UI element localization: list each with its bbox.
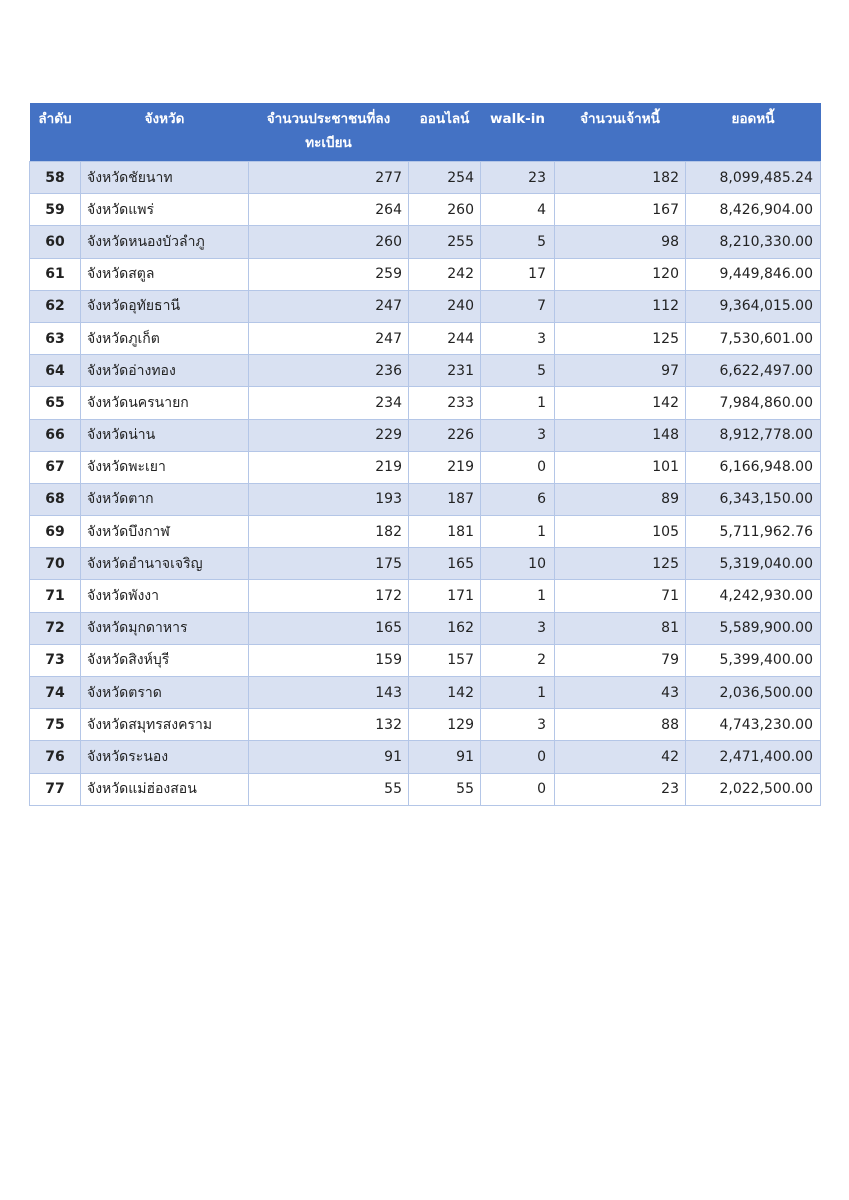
walkin-cell: 6 xyxy=(481,483,555,515)
rank-cell: 61 xyxy=(30,258,81,290)
registered-cell: 219 xyxy=(249,451,409,483)
debt-cell: 2,036,500.00 xyxy=(686,677,821,709)
registered-cell: 260 xyxy=(249,226,409,258)
table-row xyxy=(30,677,821,709)
creditors-cell: 125 xyxy=(555,548,686,580)
creditors-cell: 182 xyxy=(555,162,686,194)
debt-cell: 5,589,900.00 xyxy=(686,612,821,644)
debt-cell: 8,099,485.24 xyxy=(686,162,821,194)
debt-cell: 5,711,962.76 xyxy=(686,516,821,548)
province-cell: จังหวัดแม่ฮ่องสอน xyxy=(81,773,249,805)
province-cell: จังหวัดบึงกาฬ xyxy=(81,516,249,548)
walkin-cell: 3 xyxy=(481,709,555,741)
rank-cell: 74 xyxy=(30,677,81,709)
creditors-cell: 23 xyxy=(555,773,686,805)
online-cell: 255 xyxy=(409,226,481,258)
debt-cell: 2,022,500.00 xyxy=(686,773,821,805)
debt-cell: 7,530,601.00 xyxy=(686,322,821,354)
rank-cell: 73 xyxy=(30,644,81,676)
creditors-cell: 97 xyxy=(555,355,686,387)
registered-cell: 236 xyxy=(249,355,409,387)
debt-cell: 4,743,230.00 xyxy=(686,709,821,741)
creditors-cell: 125 xyxy=(555,322,686,354)
walkin-cell: 3 xyxy=(481,322,555,354)
rank-cell: 65 xyxy=(30,387,81,419)
registered-cell: 132 xyxy=(249,709,409,741)
province-cell: จังหวัดชัยนาท xyxy=(81,162,249,194)
table-body xyxy=(30,162,821,806)
province-cell: จังหวัดภูเก็ต xyxy=(81,322,249,354)
table-header-row xyxy=(30,103,821,162)
debt-cell: 2,471,400.00 xyxy=(686,741,821,773)
registered-cell: 91 xyxy=(249,741,409,773)
rank-cell: 72 xyxy=(30,612,81,644)
walkin-cell: 3 xyxy=(481,612,555,644)
debt-cell: 6,622,497.00 xyxy=(686,355,821,387)
registered-cell: 264 xyxy=(249,194,409,226)
creditors-cell: 120 xyxy=(555,258,686,290)
creditors-cell: 89 xyxy=(555,483,686,515)
online-cell: 187 xyxy=(409,483,481,515)
debt-cell: 5,399,400.00 xyxy=(686,644,821,676)
walkin-cell: 1 xyxy=(481,387,555,419)
registered-cell: 247 xyxy=(249,322,409,354)
registered-cell: 182 xyxy=(249,516,409,548)
registered-cell: 247 xyxy=(249,290,409,322)
walkin-cell: 1 xyxy=(481,580,555,612)
rank-cell: 59 xyxy=(30,194,81,226)
debt-cell: 8,426,904.00 xyxy=(686,194,821,226)
online-cell: 233 xyxy=(409,387,481,419)
walkin-cell: 10 xyxy=(481,548,555,580)
province-debt-table xyxy=(29,103,821,806)
walkin-cell: 7 xyxy=(481,290,555,322)
province-cell: จังหวัดนครนายก xyxy=(81,387,249,419)
online-cell: 55 xyxy=(409,773,481,805)
table-row xyxy=(30,258,821,290)
table-row xyxy=(30,322,821,354)
table-row xyxy=(30,290,821,322)
table-row xyxy=(30,387,821,419)
online-cell: 244 xyxy=(409,322,481,354)
walkin-cell: 1 xyxy=(481,677,555,709)
creditors-cell: 142 xyxy=(555,387,686,419)
province-cell: จังหวัดพังงา xyxy=(81,580,249,612)
registered-cell: 229 xyxy=(249,419,409,451)
table-row xyxy=(30,773,821,805)
debt-cell: 6,166,948.00 xyxy=(686,451,821,483)
registered-cell: 172 xyxy=(249,580,409,612)
walkin-cell: 0 xyxy=(481,451,555,483)
province-cell: จังหวัดสิงห์บุรี xyxy=(81,644,249,676)
creditors-cell: 101 xyxy=(555,451,686,483)
rank-cell: 67 xyxy=(30,451,81,483)
debt-cell: 6,343,150.00 xyxy=(686,483,821,515)
province-cell: จังหวัดอำนาจเจริญ xyxy=(81,548,249,580)
walkin-cell: 5 xyxy=(481,355,555,387)
header-rank: ลำดับ xyxy=(30,103,81,162)
table-row xyxy=(30,644,821,676)
table-row xyxy=(30,741,821,773)
rank-cell: 77 xyxy=(30,773,81,805)
table-row xyxy=(30,451,821,483)
registered-cell: 143 xyxy=(249,677,409,709)
debt-cell: 4,242,930.00 xyxy=(686,580,821,612)
table-row xyxy=(30,226,821,258)
online-cell: 91 xyxy=(409,741,481,773)
table-row xyxy=(30,194,821,226)
rank-cell: 70 xyxy=(30,548,81,580)
creditors-cell: 105 xyxy=(555,516,686,548)
province-cell: จังหวัดพะเยา xyxy=(81,451,249,483)
rank-cell: 75 xyxy=(30,709,81,741)
province-cell: จังหวัดมุกดาหาร xyxy=(81,612,249,644)
rank-cell: 58 xyxy=(30,162,81,194)
table-row xyxy=(30,612,821,644)
header-province: จังหวัด xyxy=(81,103,249,162)
walkin-cell: 1 xyxy=(481,516,555,548)
walkin-cell: 5 xyxy=(481,226,555,258)
walkin-cell: 23 xyxy=(481,162,555,194)
table-row xyxy=(30,355,821,387)
debt-cell: 8,912,778.00 xyxy=(686,419,821,451)
creditors-cell: 148 xyxy=(555,419,686,451)
online-cell: 162 xyxy=(409,612,481,644)
header-registered: จำนวนประชาชนที่ลงทะเบียน xyxy=(249,103,409,162)
province-cell: จังหวัดแพร่ xyxy=(81,194,249,226)
online-cell: 165 xyxy=(409,548,481,580)
header-walkin: walk-in xyxy=(481,103,555,162)
debt-cell: 9,364,015.00 xyxy=(686,290,821,322)
debt-cell: 9,449,846.00 xyxy=(686,258,821,290)
online-cell: 242 xyxy=(409,258,481,290)
registered-cell: 234 xyxy=(249,387,409,419)
rank-cell: 71 xyxy=(30,580,81,612)
province-cell: จังหวัดน่าน xyxy=(81,419,249,451)
debt-cell: 8,210,330.00 xyxy=(686,226,821,258)
online-cell: 260 xyxy=(409,194,481,226)
rank-cell: 66 xyxy=(30,419,81,451)
online-cell: 254 xyxy=(409,162,481,194)
registered-cell: 165 xyxy=(249,612,409,644)
walkin-cell: 0 xyxy=(481,773,555,805)
registered-cell: 277 xyxy=(249,162,409,194)
online-cell: 219 xyxy=(409,451,481,483)
online-cell: 181 xyxy=(409,516,481,548)
online-cell: 142 xyxy=(409,677,481,709)
online-cell: 157 xyxy=(409,644,481,676)
creditors-cell: 43 xyxy=(555,677,686,709)
walkin-cell: 2 xyxy=(481,644,555,676)
creditors-cell: 98 xyxy=(555,226,686,258)
province-cell: จังหวัดระนอง xyxy=(81,741,249,773)
creditors-cell: 71 xyxy=(555,580,686,612)
header-debt: ยอดหนี้ xyxy=(686,103,821,162)
rank-cell: 69 xyxy=(30,516,81,548)
rank-cell: 62 xyxy=(30,290,81,322)
rank-cell: 60 xyxy=(30,226,81,258)
registered-cell: 159 xyxy=(249,644,409,676)
table-row xyxy=(30,162,821,194)
rank-cell: 76 xyxy=(30,741,81,773)
header-online: ออนไลน์ xyxy=(409,103,481,162)
province-cell: จังหวัดสมุทรสงคราม xyxy=(81,709,249,741)
registered-cell: 259 xyxy=(249,258,409,290)
table-row xyxy=(30,709,821,741)
rank-cell: 64 xyxy=(30,355,81,387)
creditors-cell: 88 xyxy=(555,709,686,741)
table-row xyxy=(30,548,821,580)
table-row xyxy=(30,483,821,515)
creditors-cell: 42 xyxy=(555,741,686,773)
table-row xyxy=(30,419,821,451)
province-cell: จังหวัดตาก xyxy=(81,483,249,515)
province-cell: จังหวัดอุทัยธานี xyxy=(81,290,249,322)
table-row xyxy=(30,516,821,548)
registered-cell: 193 xyxy=(249,483,409,515)
header-creditors: จำนวนเจ้าหนี้ xyxy=(555,103,686,162)
online-cell: 231 xyxy=(409,355,481,387)
debt-cell: 7,984,860.00 xyxy=(686,387,821,419)
walkin-cell: 0 xyxy=(481,741,555,773)
registered-cell: 55 xyxy=(249,773,409,805)
creditors-cell: 81 xyxy=(555,612,686,644)
walkin-cell: 4 xyxy=(481,194,555,226)
creditors-cell: 167 xyxy=(555,194,686,226)
province-cell: จังหวัดตราด xyxy=(81,677,249,709)
debt-cell: 5,319,040.00 xyxy=(686,548,821,580)
online-cell: 226 xyxy=(409,419,481,451)
walkin-cell: 17 xyxy=(481,258,555,290)
creditors-cell: 79 xyxy=(555,644,686,676)
registered-cell: 175 xyxy=(249,548,409,580)
province-cell: จังหวัดหนองบัวลำภู xyxy=(81,226,249,258)
online-cell: 240 xyxy=(409,290,481,322)
creditors-cell: 112 xyxy=(555,290,686,322)
province-cell: จังหวัดอ่างทอง xyxy=(81,355,249,387)
rank-cell: 68 xyxy=(30,483,81,515)
table-row xyxy=(30,580,821,612)
province-cell: จังหวัดสตูล xyxy=(81,258,249,290)
online-cell: 129 xyxy=(409,709,481,741)
walkin-cell: 3 xyxy=(481,419,555,451)
online-cell: 171 xyxy=(409,580,481,612)
rank-cell: 63 xyxy=(30,322,81,354)
